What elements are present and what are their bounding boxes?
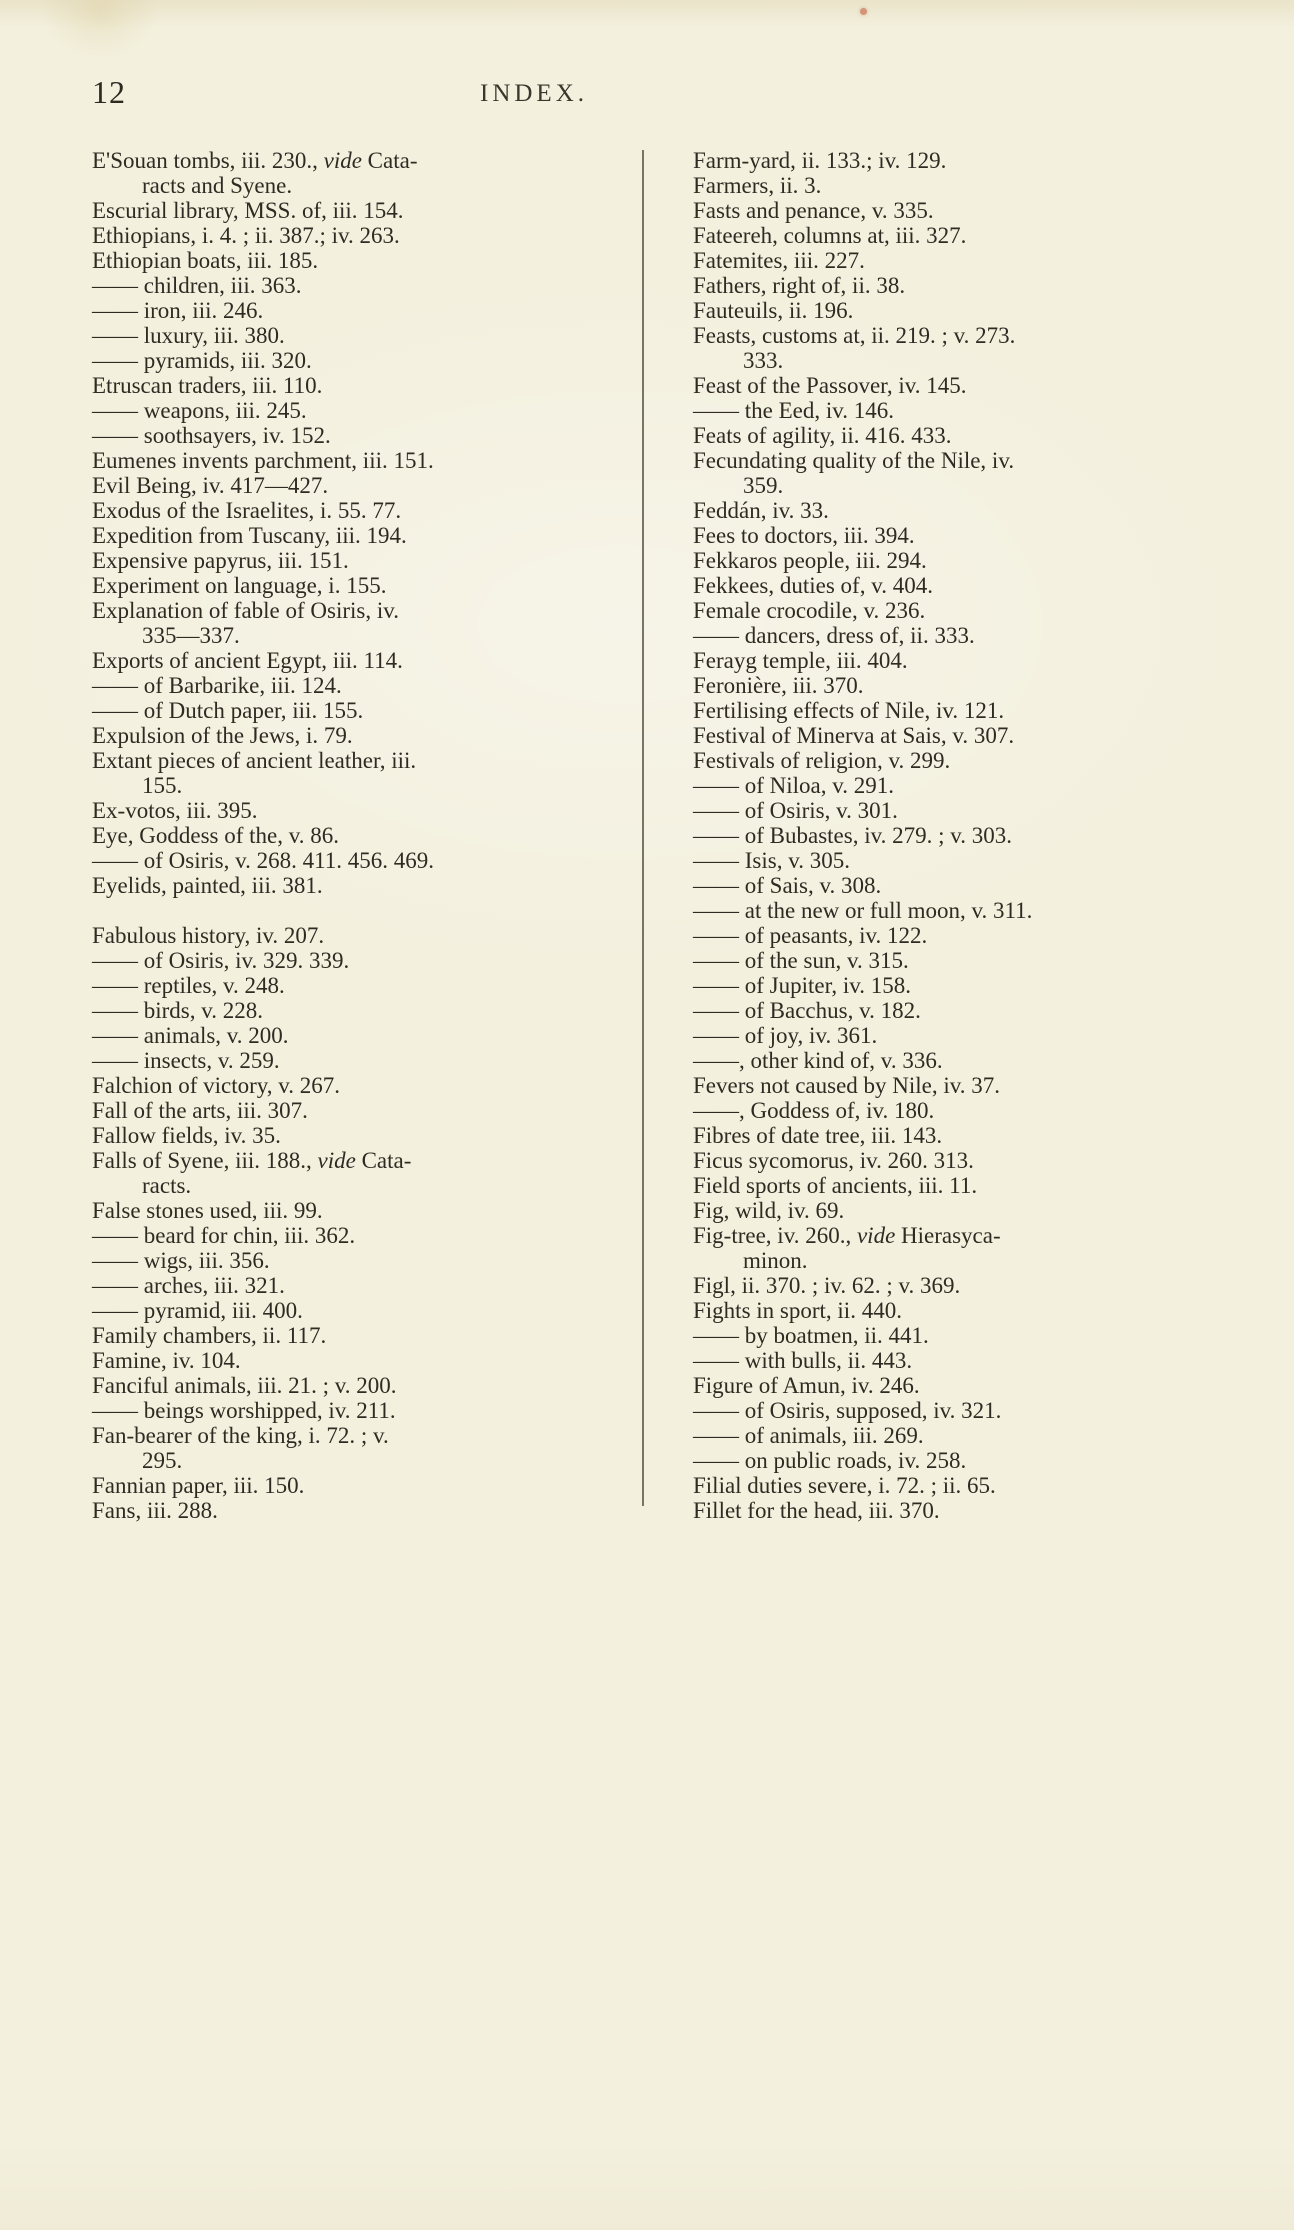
index-entry: Fabulous history, iv. 207. [92, 923, 325, 948]
index-entry: —— of animals, iii. 269. [693, 1423, 924, 1448]
index-entry: Fig-tree, iv. 260., vide Hierasyca- minon. [693, 1223, 1001, 1273]
index-entry: —— with bulls, ii. 443. [693, 1348, 913, 1373]
column-divider [642, 150, 644, 1506]
index-entry: Ethiopian boats, iii. 185. [92, 248, 319, 273]
index-entry: —— the Eed, iv. 146. [693, 398, 895, 423]
index-entry: —— beard for chin, iii. 362. [92, 1223, 356, 1248]
index-entry: False stones used, iii. 99. [92, 1198, 323, 1223]
index-entry: Etruscan traders, iii. 110. [92, 373, 323, 398]
index-entry: Feasts, customs at, ii. 219. ; v. 273. 333. [693, 323, 1016, 373]
index-entry: Feddán, iv. 33. [693, 498, 829, 523]
index-entry: Exodus of the Israelites, i. 55. 77. [92, 498, 402, 523]
index-entry: Expedition from Tuscany, iii. 194. [92, 523, 407, 548]
index-entry: Fevers not caused by Nile, iv. 37. [693, 1073, 1001, 1098]
index-entry: —— soothsayers, iv. 152. [92, 423, 331, 448]
index-entry: —— of Niloa, v. 291. [693, 773, 895, 798]
index-entry: Fathers, right of, ii. 38. [693, 273, 906, 298]
index-entry: Fertilising effects of Nile, iv. 121. [693, 698, 1005, 723]
index-entry: Fees to doctors, iii. 394. [693, 523, 915, 548]
index-entry: —— iron, iii. 246. [92, 298, 264, 323]
index-entry: —— of Sais, v. 308. [693, 873, 882, 898]
index-entry: ——, Goddess of, iv. 180. [693, 1098, 935, 1123]
index-entry: —— at the new or full moon, v. 311. [693, 898, 1033, 923]
index-entry: Experiment on language, i. 155. [92, 573, 387, 598]
index-entry: Fateereh, columns at, iii. 327. [693, 223, 967, 248]
index-entry: Festivals of religion, v. 299. [693, 748, 951, 773]
index-entry: —— pyramid, iii. 400. [92, 1298, 303, 1323]
index-entry: Fig, wild, iv. 69. [693, 1198, 845, 1223]
index-entry: —— of Osiris, v. 301. [693, 798, 898, 823]
index-column-right [665, 148, 1204, 1523]
index-entry: —— by boatmen, ii. 441. [693, 1323, 929, 1348]
index-entry: —— weapons, iii. 245. [92, 398, 307, 423]
index-columns [92, 148, 1204, 1523]
index-entry: —— beings worshipped, iv. 211. [92, 1398, 396, 1423]
index-entry: Feats of agility, ii. 416. 433. [693, 423, 952, 448]
index-entry: Figl, ii. 370. ; iv. 62. ; v. 369. [693, 1273, 961, 1298]
index-entry: —— luxury, iii. 380. [92, 323, 285, 348]
index-entry: Field sports of ancients, iii. 11. [693, 1173, 978, 1198]
index-entry: Ethiopians, i. 4. ; ii. 387.; iv. 263. [92, 223, 400, 248]
index-entry: Fall of the arts, iii. 307. [92, 1098, 308, 1123]
index-entry: Female crocodile, v. 236. [693, 598, 926, 623]
index-entry: —— of Jupiter, iv. 158. [693, 973, 911, 998]
index-entry: Figure of Amun, iv. 246. [693, 1373, 920, 1398]
index-entry: Fekkaros people, iii. 294. [693, 548, 927, 573]
index-entry: Evil Being, iv. 417—427. [92, 473, 329, 498]
index-entry: Fibres of date tree, iii. 143. [693, 1123, 943, 1148]
index-entry: —— animals, v. 200. [92, 1023, 289, 1048]
index-entry: Escurial library, MSS. of, iii. 154. [92, 198, 404, 223]
index-entry: —— reptiles, v. 248. [92, 973, 285, 998]
index-entry: Fillet for the head, iii. 370. [693, 1498, 940, 1523]
index-entry: Fanciful animals, iii. 21. ; v. 200. [92, 1373, 397, 1398]
index-entry: Expensive papyrus, iii. 151. [92, 548, 349, 573]
index-entry: Fan-bearer of the king, i. 72. ; v. 295. [92, 1423, 389, 1473]
index-entry: Feast of the Passover, iv. 145. [693, 373, 967, 398]
index-entry: —— of Osiris, v. 268. 411. 456. 469. [92, 848, 435, 873]
index-entry: —— birds, v. 228. [92, 998, 264, 1023]
index-entry: Ficus sycomorus, iv. 260. 313. [693, 1148, 974, 1173]
index-entry: Falchion of victory, v. 267. [92, 1073, 341, 1098]
index-entry: —— of Bacchus, v. 182. [693, 998, 921, 1023]
scan-artifact-speck [860, 8, 867, 15]
page-header [92, 74, 1204, 114]
index-entry: —— of peasants, iv. 122. [693, 923, 928, 948]
page-header-title: INDEX. [480, 80, 589, 107]
index-entry: Fans, iii. 288. [92, 1498, 218, 1523]
index-entry: Eye, Goddess of the, v. 86. [92, 823, 339, 848]
index-entry: Fauteuils, ii. 196. [693, 298, 854, 323]
index-entry: Family chambers, ii. 117. [92, 1323, 327, 1348]
index-column-left [92, 148, 620, 1523]
index-entry: Fights in sport, ii. 440. [693, 1298, 902, 1323]
index-entry: —— on public roads, iv. 258. [693, 1448, 967, 1473]
index-entry: —— of Osiris, supposed, iv. 321. [693, 1398, 1002, 1423]
index-entry: Extant pieces of ancient leather, iii. 155. [92, 748, 417, 798]
index-entry: Fecundating quality of the Nile, iv. 359. [693, 448, 1015, 498]
index-entry: —— Isis, v. 305. [693, 848, 850, 873]
index-entry: Fekkees, duties of, v. 404. [693, 573, 933, 598]
index-entry: Fallow fields, iv. 35. [92, 1123, 281, 1148]
index-entry: —— dancers, dress of, ii. 333. [693, 623, 975, 648]
index-entry: Feronière, iii. 370. [693, 673, 864, 698]
index-entry: —— pyramids, iii. 320. [92, 348, 312, 373]
index-entry: Eumenes invents parchment, iii. 151. [92, 448, 434, 473]
index-entry: —— of the sun, v. 315. [693, 948, 909, 973]
index-entry: Ferayg temple, iii. 404. [693, 648, 908, 673]
index-entry: Eyelids, painted, iii. 381. [92, 873, 323, 898]
index-entry: Exports of ancient Egypt, iii. 114. [92, 648, 403, 673]
index-entry: Ex-votos, iii. 395. [92, 798, 258, 823]
index-entry: —— children, iii. 363. [92, 273, 302, 298]
index-entry: Falls of Syene, iii. 188., vide Cata- racts. [92, 1148, 412, 1198]
index-entry: Expulsion of the Jews, i. 79. [92, 723, 353, 748]
index-entry: Farmers, ii. 3. [693, 173, 822, 198]
entry-gap [92, 898, 620, 923]
index-entry: E'Souan tombs, iii. 230., vide Cata- racts and Syene. [92, 148, 418, 198]
index-entry: Farm-yard, ii. 133.; iv. 129. [693, 148, 947, 173]
paper-stain [40, 0, 160, 60]
index-entry: ——, other kind of, v. 336. [693, 1048, 943, 1073]
page-number: 12 [92, 74, 126, 110]
index-entry: —— of Osiris, iv. 329. 339. [92, 948, 350, 973]
index-entry: Fatemites, iii. 227. [693, 248, 865, 273]
index-entry: Explanation of fable of Osiris, iv. 335—337. [92, 598, 400, 648]
index-entry: —— of joy, iv. 361. [693, 1023, 878, 1048]
index-entry: —— of Barbarike, iii. 124. [92, 673, 342, 698]
index-entry: —— arches, iii. 321. [92, 1273, 285, 1298]
index-entry: —— of Bubastes, iv. 279. ; v. 303. [693, 823, 1013, 848]
index-entry: Fasts and penance, v. 335. [693, 198, 934, 223]
index-entry: Famine, iv. 104. [92, 1348, 241, 1373]
index-entry: —— insects, v. 259. [92, 1048, 280, 1073]
index-entry: —— wigs, iii. 356. [92, 1248, 270, 1273]
index-entry: Fannian paper, iii. 150. [92, 1473, 305, 1498]
index-entry: Filial duties severe, i. 72. ; ii. 65. [693, 1473, 996, 1498]
index-entry: Festival of Minerva at Sais, v. 307. [693, 723, 1015, 748]
index-entry: —— of Dutch paper, iii. 155. [92, 698, 364, 723]
